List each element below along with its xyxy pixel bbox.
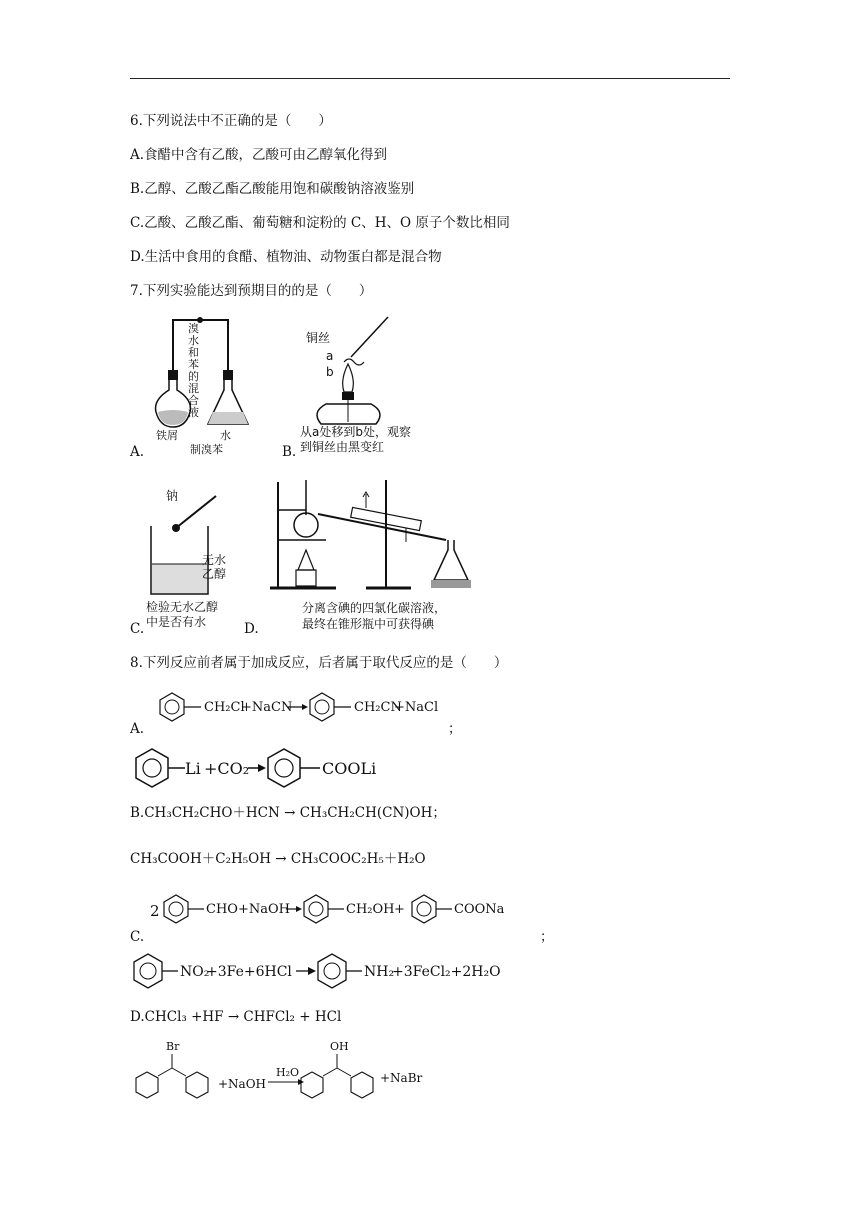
fig-b-point-b: b [326,365,334,379]
q8-d-reaction-2 [130,1038,450,1110]
fig-d-caption-1: 分离含碘的四氯化碳溶液， [302,601,447,615]
q8-b-reaction-2: CH₃COOH＋C₂H₅OH → CH₃COOC₂H₅＋H₂O [130,851,426,867]
q6-option-a: A.食醋中含有乙酸，乙酸可由乙醇氧化得到 [130,147,388,163]
fig-b-wire-label: 铜丝 [306,331,331,345]
q8-a-r1-reagent: +NaCN [241,700,293,715]
fig-a-tube-char: 和 [188,346,199,359]
q8-stem: 8.下列反应前者属于加成反应，后者属于取代反应的是（ ） [130,655,508,671]
q8-c-r1-product-substituent: CH₂OH [346,902,395,917]
fig-a-caption: 制溴苯 [190,443,223,456]
q8-a-r1-product-substituent: CH₂CN [354,700,402,715]
q8-a-r1-byproduct: +NaCl [394,700,439,715]
q7-option-c-letter: C. [130,621,145,637]
fig-b-caption-1: 从a处移到b处，观察 [300,425,411,439]
fig-a-tube-char: 苯 [188,358,199,371]
q7-figure-a [148,312,268,457]
header-rule [130,78,730,79]
q6-option-b: B.乙醇、乙酸乙酯乙酸能用饱和碳酸钠溶液鉴别 [130,181,415,197]
q7-figure-c [146,486,246,636]
fig-b-caption-2: 到铜丝由黑变红 [300,440,385,454]
q7-option-b-letter: B. [282,444,297,460]
q8-a-reaction-1 [146,690,446,732]
q6-stem: 6.下列说法中不正确的是（ ） [130,113,332,129]
q8-a-r2-reactant-substituent: Li [185,759,201,778]
q7-option-d-letter: D. [244,621,259,637]
fig-a-tube-char: 的 [188,370,199,383]
q8-c-r1-reactant-substituent: CHO [206,902,238,917]
fig-a-tube-char: 液 [188,406,199,419]
q8-c-r2-reactant-substituent: NO₂ [180,964,210,980]
q8-d-r2-byproduct: +NaBr [380,1071,423,1085]
q8-c-r1-plus: + [394,902,405,917]
q8-d-r2-hydroxy: OH [330,1040,349,1053]
q8-a-r2-product-substituent: COOLi [322,759,377,778]
q8-c-r2-product-substituent: NH₂ [364,964,395,980]
fig-c-caption-2: 中是否有水 [146,615,207,629]
fig-b-point-a: a [326,349,334,363]
fig-c-liquid-label-1: 无水 [202,553,227,567]
q8-a-r1-reactant-substituent: CH₂Cl [204,700,245,715]
q8-c-r2-byproducts: +3FeCl₂+2H₂O [392,964,501,980]
fig-a-tube-char: 溴 [188,322,199,335]
q6-option-d: D.生活中食用的食醋、植物油、动物蛋白都是混合物 [130,249,442,265]
fig-c-reagent-label: 钠 [166,489,179,503]
q8-c-r1-reagent: +NaOH [238,902,291,917]
q8-c-reaction-2 [130,952,530,992]
fig-c-liquid-label-2: 乙醇 [202,567,227,581]
q8-c-separator: ； [540,929,554,945]
q8-option-c-letter: C. [130,929,145,945]
q8-b-reaction-1: B.CH₃CH₂CHO＋HCN → CH₃CH₂CH(CN)OH； [130,805,446,821]
q8-a-r2-reagent: +CO₂ [204,759,250,778]
fig-a-tube-char: 水 [188,334,199,347]
q8-d-reaction-1: D.CHCl₃ +HF → CHFCl₂ + HCl [130,1009,342,1025]
q8-c-r2-reagent: +3Fe+6HCl [206,964,292,980]
q7-stem: 7.下列实验能达到预期目的的是（ ） [130,283,373,299]
fig-a-tube-char: 合 [188,394,199,407]
q8-c-reaction-1 [146,890,546,934]
fig-c-caption-1: 检验无水乙醇 [146,600,219,614]
fig-a-left-label: 铁屑 [156,429,178,442]
q8-a-reaction-2 [130,746,430,792]
q8-d-r2-bromo: Br [166,1040,180,1053]
q7-figure-b [296,312,446,457]
q7-option-a-letter: A. [130,444,145,460]
q8-d-r2-condition: H₂O [276,1066,300,1079]
q6-option-c: C.乙酸、乙酸乙酯、葡萄糖和淀粉的 C、H、O 原子个数比相同 [130,215,510,231]
q8-c-r1-coefficient: 2 [150,902,160,920]
fig-a-tube-char: 混 [188,382,199,395]
q7-figure-d [266,470,486,635]
q8-option-a-letter: A. [130,721,145,737]
fig-a-right-label: 水 [220,429,231,442]
q8-a-separator: ； [448,721,462,737]
fig-d-caption-2: 最终在锥形瓶中可获得碘 [302,617,435,631]
q8-d-r2-reagent: +NaOH [218,1077,267,1091]
q8-c-r1-second-product-substituent: COONa [454,902,505,917]
